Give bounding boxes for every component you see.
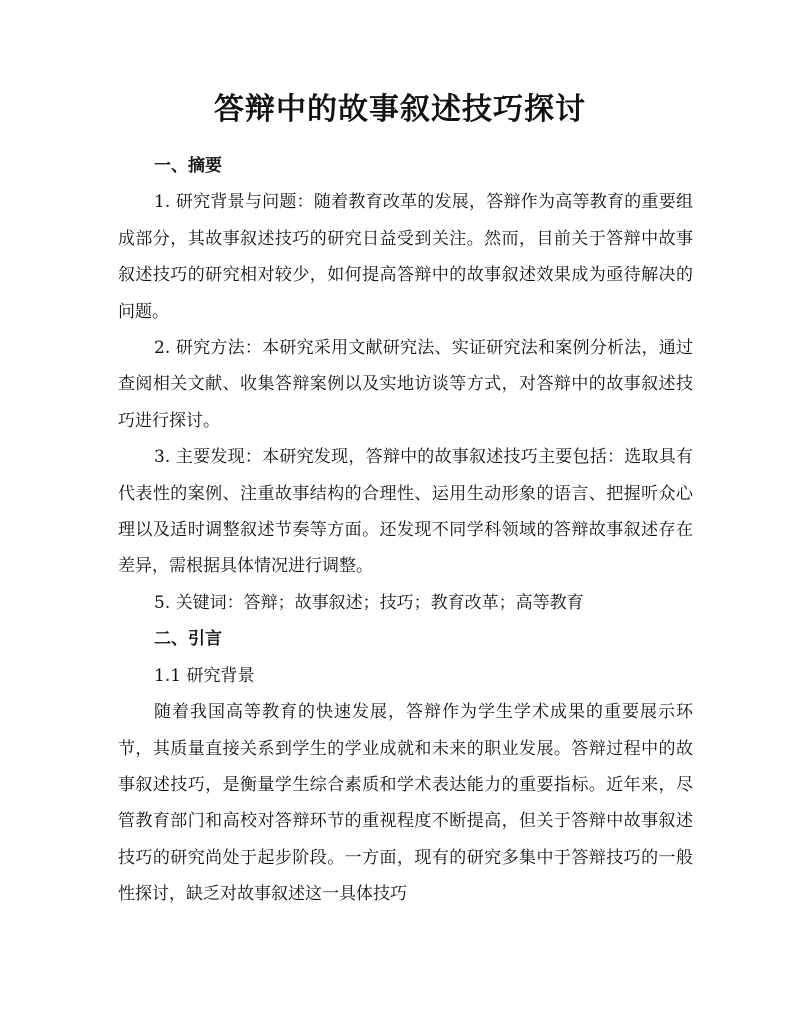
intro-heading: 二、引言 xyxy=(154,629,222,650)
abstract-item-method: 2. 研究方法：本研究采用文献研究法、实证研究法和案例分析法，通过查阅相关文献、收集答辩案例以及实地访谈等方式，对答辩中的故事叙述技巧进行探讨。 xyxy=(118,338,693,431)
intro-paragraph: 随着我国高等教育的快速发展，答辩作为学生学术成果的重要展示环节，其质量直接关系到学生的学业成就和未来的职业发展。答辩过程中的故事叙述技巧，是衡量学生综合素质和学术表达能力的重要指标。近年来，尽管教育部门和高校对答辩环节的重视程度不断提高，但关于答辩中故事叙述技巧的研究尚处于起步阶段。一方面，现有的研究多集中于答辩技巧的一般性探讨，缺乏对故事叙述这一具体技巧 xyxy=(118,702,693,905)
document-title: 答辩中的故事叙述技巧探讨 xyxy=(214,92,586,127)
abstract-item-findings: 3. 主要发现：本研究发现，答辩中的故事叙述技巧主要包括：选取具有代表性的案例、注重故事结构的合理性、运用生动形象的语言、把握听众心理以及适时调整叙述节奏等方面。还发现不同学科领域的答辩故事叙述存在差异，需根据具体情况进行调整。 xyxy=(118,447,693,577)
abstract-heading: 一、摘要 xyxy=(154,156,222,176)
intro-subheading: 1.1 研究背景 xyxy=(154,665,255,686)
abstract-item-keywords: 5. 关键词：答辩；故事叙述；技巧；教育改革；高等教育 xyxy=(154,592,584,613)
abstract-item-background: 1. 研究背景与问题：随着教育改革的发展，答辩作为高等教育的重要组成部分，其故事叙述技巧的研究日益受到关注。然而，目前关于答辩中故事叙述技巧的研究相对较少，如何提高答辩中的故事叙述效果成为亟待解决的问题。 xyxy=(118,192,693,322)
document-body xyxy=(118,148,693,913)
